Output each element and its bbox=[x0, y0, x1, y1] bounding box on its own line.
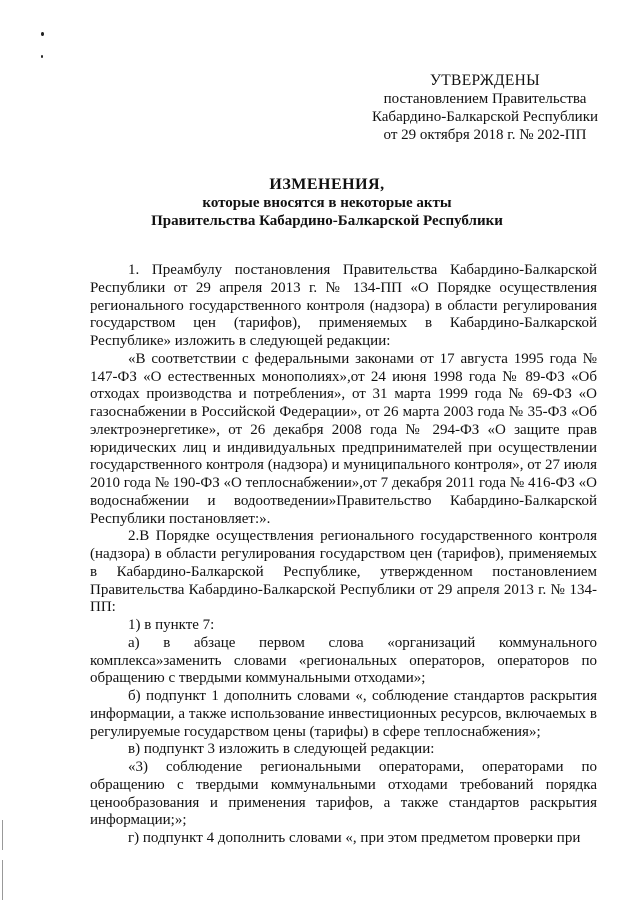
paragraph: «В соответствии с федеральными законами от 17 августа 1995 года № 147-ФЗ «О естественных монополиях»,от 24 июня 1998 года № 89-ФЗ «Об отходах производства и потребления», от 31 марта 1999 года № 69-ФЗ «О газоснабжении в Российской Федерации», от 26 марта 2003 года № 35-ФЗ «Об электроэнергетике», от 26 декабря 2008 года № 294-ФЗ «О защите прав юридических лиц и индивидуальных предпринимателей при осуществлении государственного контроля (надзора) и муниципального контроля», от 27 июля 2010 года № 190-ФЗ «О теплоснабжении»,от 7 декабря 2011 года № 416-ФЗ «О водоснабжении и водоотведении»Правительство Кабардино-Балкарской Республики постановляет:». bbox=[90, 350, 597, 527]
document-title bbox=[90, 176, 564, 230]
approval-line: Кабардино-Балкарской Республики bbox=[371, 109, 599, 125]
paragraph: 2.В Порядке осуществления регионального государственного контроля (надзора) в области регулирования государством цен (тарифов), применяемых в Кабардино-Балкарской Республике, утвержденном постановлением Правительства Кабардино-Балкарской Республики от 29 апреля 2013 г. № 134-ПП: bbox=[90, 528, 597, 616]
paragraph: в) подпункт 3 изложить в следующей редакции: bbox=[128, 741, 435, 758]
paragraph: г) подпункт 4 дополнить словами «, при этом предметом проверки при bbox=[128, 830, 581, 846]
document-body bbox=[90, 262, 597, 848]
scan-speck bbox=[41, 55, 43, 58]
title-line: Правительства Кабардино-Балкарской Республики bbox=[151, 213, 503, 229]
scan-edge-mark bbox=[2, 820, 3, 850]
paragraph: 1) в пункте 7: bbox=[128, 617, 215, 633]
approval-line: от 29 октября 2018 г. № 202-ПП bbox=[383, 127, 587, 143]
paragraph: 1. Преамбулу постановления Правительства Кабардино-Балкарской Республики от 29 апреля 2013 г. № 134-ПП «О Порядке осуществления регионального государственного контроля (надзора) в области регулирования государством цен (тарифов), применяемых в Кабардино-Балкарской Республике» изложить в следующей редакции: bbox=[90, 262, 597, 349]
title-line: которые вносятся в некоторые акты bbox=[202, 195, 452, 211]
approval-line: постановлением Правительства bbox=[383, 91, 587, 107]
approval-block bbox=[360, 72, 610, 144]
paragraph: а) в абзаце первом слова «организаций коммунального комплекса»заменить словами «региональных операторов, операторов по обращению с твердыми коммунальными отходами»; bbox=[90, 634, 597, 687]
paragraph: «3) соблюдение региональными операторами, операторами по обращению с твердыми коммунальными отходами требований порядка ценообразования и применения тарифов, а также стандартов раскрытия информации;»; bbox=[90, 759, 597, 829]
scan-edge-mark bbox=[2, 860, 3, 900]
approval-heading: УТВЕРЖДЕНЫ bbox=[430, 72, 540, 89]
paragraph: б) подпункт 1 дополнить словами «, соблюдение стандартов раскрытия информации, а также использование инвестиционных ресурсов, включаемых в регулируемые государством цены (тарифы) в сфере теплоснабжения»; bbox=[90, 688, 597, 740]
title-main: ИЗМЕНЕНИЯ, bbox=[269, 176, 385, 193]
scan-speck bbox=[41, 32, 44, 36]
